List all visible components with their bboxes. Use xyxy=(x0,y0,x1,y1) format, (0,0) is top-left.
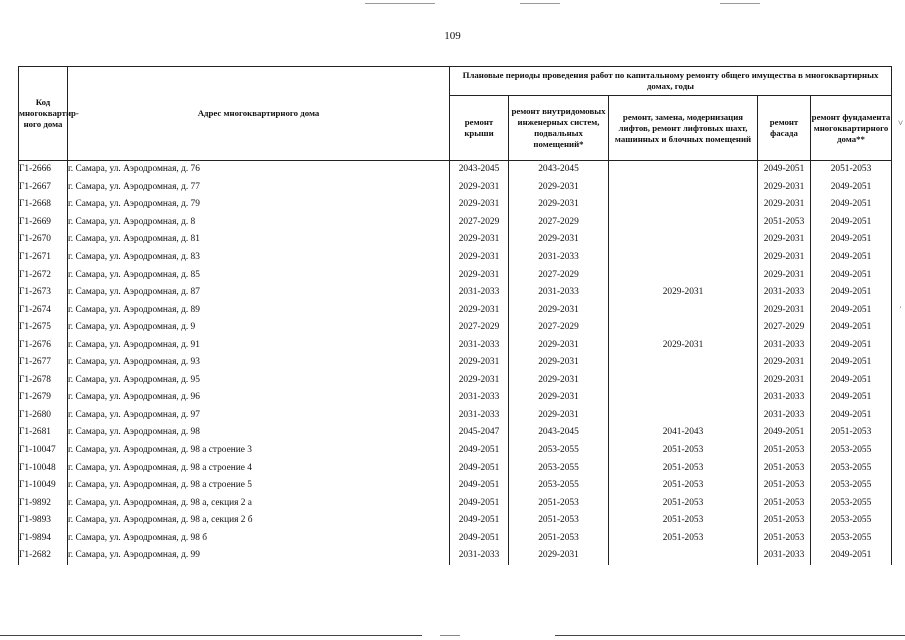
cell-address: г. Самара, ул. Аэродромная, д. 96 xyxy=(68,389,450,407)
cell-roof: 2049-2051 xyxy=(450,512,509,530)
cell-engineering: 2029-2031 xyxy=(509,179,609,197)
cell-facade: 2029-2031 xyxy=(758,249,811,267)
cell-roof: 2049-2051 xyxy=(450,459,509,477)
cell-engineering: 2029-2031 xyxy=(509,389,609,407)
table-row xyxy=(19,266,892,284)
cell-address: г. Самара, ул. Аэродромная, д. 81 xyxy=(68,231,450,249)
cell-roof: 2029-2031 xyxy=(450,249,509,267)
cell-address: г. Самара, ул. Аэродромная, д. 91 xyxy=(68,336,450,354)
cell-code: Г1-9892 xyxy=(19,494,68,512)
cell-foundation: 2049-2051 xyxy=(811,372,892,390)
cell-facade: 2049-2051 xyxy=(758,424,811,442)
cell-address: г. Самара, ул. Аэродромная, д. 87 xyxy=(68,284,450,302)
cell-code: Г1-2672 xyxy=(19,266,68,284)
cell-facade: 2031-2033 xyxy=(758,407,811,425)
cell-engineering: 2031-2033 xyxy=(509,284,609,302)
cell-engineering: 2029-2031 xyxy=(509,547,609,565)
cell-foundation: 2053-2055 xyxy=(811,529,892,547)
cell-elevators xyxy=(609,407,758,425)
cell-engineering: 2051-2053 xyxy=(509,494,609,512)
cell-foundation: 2053-2055 xyxy=(811,512,892,530)
cell-facade: 2049-2051 xyxy=(758,161,811,179)
cell-address: г. Самара, ул. Аэродромная, д. 89 xyxy=(68,301,450,319)
cell-foundation: 2049-2051 xyxy=(811,336,892,354)
table-row xyxy=(19,494,892,512)
cell-elevators: 2051-2053 xyxy=(609,477,758,495)
header-roof: ремонт крыши xyxy=(450,96,509,161)
cell-facade: 2051-2053 xyxy=(758,459,811,477)
cell-engineering: 2027-2029 xyxy=(509,214,609,232)
cell-engineering: 2029-2031 xyxy=(509,196,609,214)
cell-elevators xyxy=(609,372,758,390)
cell-elevators: 2051-2053 xyxy=(609,512,758,530)
cell-engineering: 2051-2053 xyxy=(509,512,609,530)
cell-elevators xyxy=(609,389,758,407)
cell-elevators xyxy=(609,214,758,232)
top-scan-line xyxy=(720,3,760,4)
cell-facade: 2051-2053 xyxy=(758,214,811,232)
cell-roof: 2049-2051 xyxy=(450,494,509,512)
cell-foundation: 2051-2053 xyxy=(811,161,892,179)
cell-roof: 2029-2031 xyxy=(450,266,509,284)
table-row xyxy=(19,389,892,407)
cell-foundation: 2051-2053 xyxy=(811,424,892,442)
cell-code: Г1-9894 xyxy=(19,529,68,547)
cell-elevators xyxy=(609,161,758,179)
cell-code: Г1-2671 xyxy=(19,249,68,267)
cell-engineering: 2027-2029 xyxy=(509,319,609,337)
cell-address: г. Самара, ул. Аэродромная, д. 98 а, секция 2 а xyxy=(68,494,450,512)
cell-foundation: 2049-2051 xyxy=(811,319,892,337)
cell-foundation: 2053-2055 xyxy=(811,477,892,495)
cell-engineering: 2029-2031 xyxy=(509,231,609,249)
cell-roof: 2049-2051 xyxy=(450,442,509,460)
table-row xyxy=(19,336,892,354)
cell-engineering: 2043-2045 xyxy=(509,161,609,179)
header-facade: ремонт фасада xyxy=(758,96,811,161)
table-row xyxy=(19,179,892,197)
table-row xyxy=(19,301,892,319)
cell-foundation: 2049-2051 xyxy=(811,196,892,214)
cell-roof: 2029-2031 xyxy=(450,372,509,390)
table-row xyxy=(19,424,892,442)
cell-address: г. Самара, ул. Аэродромная, д. 97 xyxy=(68,407,450,425)
page-number: 109 xyxy=(444,30,461,42)
cell-address: г. Самара, ул. Аэродромная, д. 85 xyxy=(68,266,450,284)
cell-code: Г1-2676 xyxy=(19,336,68,354)
table-row xyxy=(19,161,892,179)
header-elevators: ремонт, замена, модернизация лифтов, ремонт лифтовых шахт, машинных и блочных помещений xyxy=(609,96,758,161)
cell-code: Г1-2668 xyxy=(19,196,68,214)
cell-facade: 2051-2053 xyxy=(758,477,811,495)
cell-code: Г1-2677 xyxy=(19,354,68,372)
cell-foundation: 2049-2051 xyxy=(811,284,892,302)
cell-foundation: 2049-2051 xyxy=(811,231,892,249)
header-foundation: ремонт фундамента многоквартирного дома** xyxy=(811,96,892,161)
cell-elevators xyxy=(609,196,758,214)
cell-engineering: 2053-2055 xyxy=(509,459,609,477)
cell-foundation: 2049-2051 xyxy=(811,266,892,284)
cell-code: Г1-2666 xyxy=(19,161,68,179)
cell-facade: 2051-2053 xyxy=(758,512,811,530)
cell-address: г. Самара, ул. Аэродромная, д. 98 а строение 3 xyxy=(68,442,450,460)
cell-code: Г1-9893 xyxy=(19,512,68,530)
bottom-scan-line xyxy=(0,635,422,636)
cell-address: г. Самара, ул. Аэродромная, д. 93 xyxy=(68,354,450,372)
cell-engineering: 2029-2031 xyxy=(509,301,609,319)
cell-foundation: 2049-2051 xyxy=(811,179,892,197)
cell-code: Г1-2670 xyxy=(19,231,68,249)
cell-foundation: 2049-2051 xyxy=(811,389,892,407)
cell-facade: 2029-2031 xyxy=(758,179,811,197)
cell-facade: 2029-2031 xyxy=(758,372,811,390)
cell-engineering: 2051-2053 xyxy=(509,529,609,547)
cell-code: Г1-2679 xyxy=(19,389,68,407)
cell-engineering: 2029-2031 xyxy=(509,336,609,354)
cell-engineering: 2029-2031 xyxy=(509,372,609,390)
top-scan-line xyxy=(520,3,560,4)
cell-roof: 2031-2033 xyxy=(450,547,509,565)
cell-address: г. Самара, ул. Аэродромная, д. 9 xyxy=(68,319,450,337)
cell-code: Г1-10048 xyxy=(19,459,68,477)
cell-roof: 2029-2031 xyxy=(450,231,509,249)
cell-address: г. Самара, ул. Аэродромная, д. 8 xyxy=(68,214,450,232)
table-row xyxy=(19,512,892,530)
cell-foundation: 2049-2051 xyxy=(811,547,892,565)
cell-code: Г1-2667 xyxy=(19,179,68,197)
cell-code: Г1-2675 xyxy=(19,319,68,337)
table-row xyxy=(19,231,892,249)
cell-engineering: 2031-2033 xyxy=(509,249,609,267)
cell-roof: 2049-2051 xyxy=(450,477,509,495)
table-row xyxy=(19,214,892,232)
cell-foundation: 2053-2055 xyxy=(811,442,892,460)
cell-elevators: 2051-2053 xyxy=(609,529,758,547)
edge-mark: ˅ xyxy=(898,118,904,128)
cell-foundation: 2049-2051 xyxy=(811,407,892,425)
cell-elevators xyxy=(609,354,758,372)
cell-roof: 2031-2033 xyxy=(450,284,509,302)
cell-address: г. Самара, ул. Аэродромная, д. 76 xyxy=(68,161,450,179)
cell-elevators xyxy=(609,547,758,565)
header-periods: Плановые периоды проведения работ по капитальному ремонту общего имущества в многоквартирных домах, годы xyxy=(450,67,892,96)
cell-engineering: 2053-2055 xyxy=(509,442,609,460)
cell-elevators: 2029-2031 xyxy=(609,284,758,302)
cell-code: Г1-2678 xyxy=(19,372,68,390)
cell-facade: 2031-2033 xyxy=(758,284,811,302)
table-row xyxy=(19,249,892,267)
table-row xyxy=(19,284,892,302)
cell-facade: 2029-2031 xyxy=(758,266,811,284)
cell-facade: 2029-2031 xyxy=(758,196,811,214)
bottom-scan-line xyxy=(555,635,905,636)
table-row xyxy=(19,477,892,495)
edge-mark: ˈ xyxy=(899,305,902,315)
cell-address: г. Самара, ул. Аэродромная, д. 99 xyxy=(68,547,450,565)
cell-roof: 2031-2033 xyxy=(450,336,509,354)
cell-code: Г1-2682 xyxy=(19,547,68,565)
cell-roof: 2049-2051 xyxy=(450,529,509,547)
cell-code: Г1-10047 xyxy=(19,442,68,460)
cell-foundation: 2049-2051 xyxy=(811,354,892,372)
cell-elevators: 2041-2043 xyxy=(609,424,758,442)
header-address: Адрес многоквартирного дома xyxy=(68,67,450,161)
table-row xyxy=(19,547,892,565)
cell-roof: 2031-2033 xyxy=(450,407,509,425)
top-scan-line xyxy=(365,3,435,4)
cell-elevators xyxy=(609,179,758,197)
cell-elevators: 2051-2053 xyxy=(609,459,758,477)
cell-facade: 2051-2053 xyxy=(758,529,811,547)
cell-roof: 2027-2029 xyxy=(450,214,509,232)
cell-roof: 2029-2031 xyxy=(450,179,509,197)
cell-facade: 2029-2031 xyxy=(758,354,811,372)
cell-roof: 2043-2045 xyxy=(450,161,509,179)
cell-roof: 2029-2031 xyxy=(450,196,509,214)
bottom-scan-line xyxy=(440,635,460,636)
cell-elevators: 2051-2053 xyxy=(609,442,758,460)
cell-engineering: 2053-2055 xyxy=(509,477,609,495)
cell-facade: 2027-2029 xyxy=(758,319,811,337)
cell-engineering: 2029-2031 xyxy=(509,407,609,425)
cell-engineering: 2043-2045 xyxy=(509,424,609,442)
cell-code: Г1-2673 xyxy=(19,284,68,302)
cell-foundation: 2049-2051 xyxy=(811,249,892,267)
cell-roof: 2029-2031 xyxy=(450,301,509,319)
table-body xyxy=(19,161,892,565)
cell-code: Г1-2680 xyxy=(19,407,68,425)
cell-address: г. Самара, ул. Аэродромная, д. 98 xyxy=(68,424,450,442)
cell-elevators xyxy=(609,249,758,267)
cell-address: г. Самара, ул. Аэродромная, д. 98 а строение 5 xyxy=(68,477,450,495)
cell-address: г. Самара, ул. Аэродромная, д. 98 а строение 4 xyxy=(68,459,450,477)
cell-foundation: 2053-2055 xyxy=(811,459,892,477)
table-row xyxy=(19,407,892,425)
table-row xyxy=(19,442,892,460)
table-row xyxy=(19,372,892,390)
table-row xyxy=(19,319,892,337)
cell-elevators xyxy=(609,231,758,249)
cell-address: г. Самара, ул. Аэродромная, д. 83 xyxy=(68,249,450,267)
cell-elevators xyxy=(609,301,758,319)
table-row xyxy=(19,354,892,372)
repair-schedule-table xyxy=(18,66,892,565)
cell-address: г. Самара, ул. Аэродромная, д. 98 б xyxy=(68,529,450,547)
cell-roof: 2045-2047 xyxy=(450,424,509,442)
cell-engineering: 2027-2029 xyxy=(509,266,609,284)
cell-address: г. Самара, ул. Аэродромная, д. 98 а, секция 2 б xyxy=(68,512,450,530)
cell-facade: 2051-2053 xyxy=(758,442,811,460)
cell-code: Г1-2674 xyxy=(19,301,68,319)
cell-facade: 2029-2031 xyxy=(758,301,811,319)
table-row xyxy=(19,529,892,547)
cell-code: Г1-2681 xyxy=(19,424,68,442)
header-code: Код многоквартир-ного дома xyxy=(19,67,68,161)
cell-roof: 2027-2029 xyxy=(450,319,509,337)
cell-address: г. Самара, ул. Аэродромная, д. 95 xyxy=(68,372,450,390)
cell-address: г. Самара, ул. Аэродромная, д. 79 xyxy=(68,196,450,214)
cell-roof: 2029-2031 xyxy=(450,354,509,372)
cell-roof: 2031-2033 xyxy=(450,389,509,407)
cell-elevators xyxy=(609,319,758,337)
table-row xyxy=(19,196,892,214)
cell-facade: 2029-2031 xyxy=(758,231,811,249)
cell-foundation: 2049-2051 xyxy=(811,301,892,319)
cell-engineering: 2029-2031 xyxy=(509,354,609,372)
cell-facade: 2051-2053 xyxy=(758,494,811,512)
cell-foundation: 2049-2051 xyxy=(811,214,892,232)
cell-foundation: 2053-2055 xyxy=(811,494,892,512)
cell-elevators: 2051-2053 xyxy=(609,494,758,512)
cell-address: г. Самара, ул. Аэродромная, д. 77 xyxy=(68,179,450,197)
cell-code: Г1-10049 xyxy=(19,477,68,495)
cell-facade: 2031-2033 xyxy=(758,547,811,565)
cell-elevators: 2029-2031 xyxy=(609,336,758,354)
cell-code: Г1-2669 xyxy=(19,214,68,232)
cell-elevators xyxy=(609,266,758,284)
table-row xyxy=(19,459,892,477)
cell-facade: 2031-2033 xyxy=(758,389,811,407)
header-engineering: ремонт внутридомовых инженерных систем, подвальных помещений* xyxy=(509,96,609,161)
cell-facade: 2031-2033 xyxy=(758,336,811,354)
